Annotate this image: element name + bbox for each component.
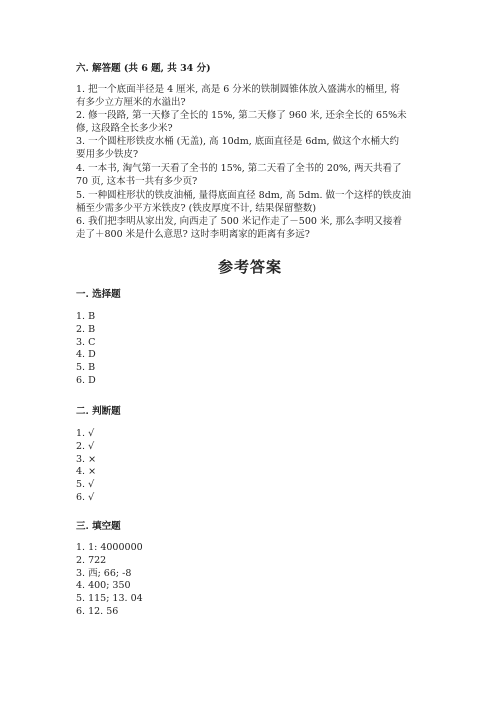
question-4: 4. 一本书, 淘气第一天看了全书的 15%, 第二天看了全书的 20%, 两天共看了 70 页, 这本书一共有多少页? [76,163,402,187]
list-item: 2. √ [76,440,95,452]
list-item: 3. 西; 66; -8 [76,567,132,579]
list-item: 1. B [76,311,96,322]
list-item: 4. D [76,349,96,361]
list-item: 3. C [76,336,96,348]
answer-key-title: 参考答案 [217,258,282,276]
section-title-multiple-choice: 一. 选择题 [76,289,121,300]
multiple-choice-answers [76,311,96,388]
list-item: 4. 400; 350 [76,580,131,592]
section-title-fill-in: 三. 填空题 [76,521,121,532]
fill-in-answers [76,542,143,619]
list-item: 1. 1: 4000000 [76,542,143,553]
list-item: 5. B [76,362,96,374]
section-title-true-false: 二. 判断题 [76,406,121,417]
question-3: 3. 一个圆柱形铁皮水桶 (无盖), 高 10dm, 底面直径是 6dm, 做这个水桶大约 要用多少铁皮? [76,136,399,160]
section-title-answer-questions: 六. 解答题 (共 6 题, 共 34 分) [76,63,211,74]
list-item: 4. × [76,466,97,478]
question-5: 5. 一种圆柱形状的铁皮油桶, 量得底面直径 8dm, 高 5dm. 做一个这样的铁皮油 桶至少需多少平方米铁皮? (铁皮厚度不计, 结果保留整数) [76,190,412,214]
list-item: 2. 722 [76,554,107,566]
question-6: 6. 我们把李明从家出发, 向西走了 500 米记作走了－500 米, 那么李明又接着 走了＋800 米是什么意思? 这时李明离家的距离有多远? [76,216,402,240]
list-item: 6. √ [76,491,95,503]
list-item: 6. 12. 56 [76,605,119,617]
list-item: 5. √ [76,479,95,491]
question-1: 1. 把一个底面半径是 4 厘米, 高是 6 分米的铁制圆锥体放入盛满水的桶里, 将 有多少立方厘米的水溢出? [76,84,400,108]
list-item: 2. B [76,323,96,335]
list-item: 5. 115; 13. 04 [76,593,143,605]
list-item: 6. D [76,374,96,386]
question-2: 2. 修一段路, 第一天修了全长的 15%, 第二天修了 960 米, 还余全长的 65%未 修, 这段路全长多少米? [76,110,407,134]
list-item: 3. × [76,453,97,465]
list-item: 1. √ [76,428,95,439]
true-false-answers [76,428,96,505]
